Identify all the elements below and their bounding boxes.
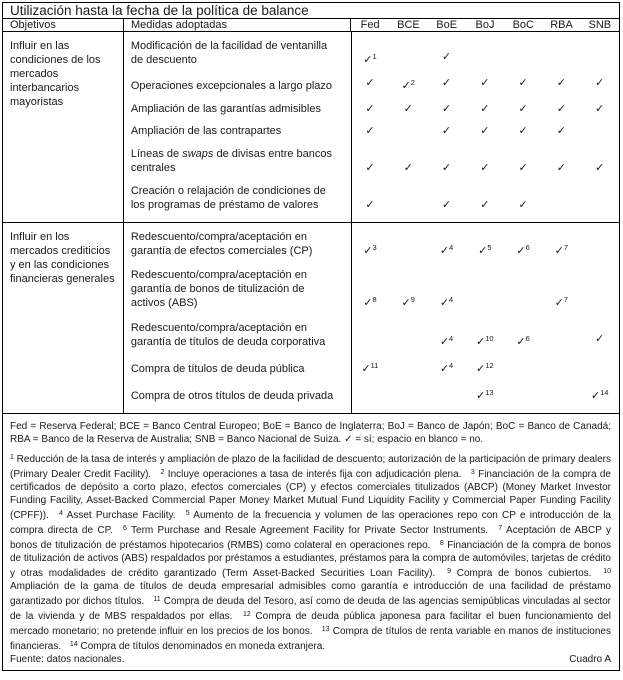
check-cell-rba — [542, 332, 580, 349]
column-header-fed: Fed — [360, 19, 380, 31]
footnote-ref: 10 — [485, 333, 494, 343]
column-header-objetivos: Objetivos — [3, 19, 124, 31]
check-cell-boe — [427, 76, 465, 93]
check-cell-boj — [466, 241, 504, 258]
check-cell-rba — [542, 102, 580, 116]
table-title-row — [3, 3, 619, 19]
check-mark-icon: ✓ — [480, 198, 490, 211]
check-mark-icon: ✓ — [554, 245, 564, 257]
footnote-item: $^{12}$ Compra de deuda pública japonesa para facilitar el buen funcionamiento del mercado monetario; no pretende influir en los precios de los bonos. — [10, 611, 611, 637]
check-mark-icon: ✓ — [441, 102, 452, 115]
footnote-item: $^{13}$ Compra de títulos de renta variable en manos de instituciones financieras. — [10, 626, 611, 652]
check-cell-fed — [351, 241, 389, 258]
footnote-ref: 4 — [449, 243, 454, 252]
check-cell-rba — [542, 161, 580, 175]
table-header-row — [3, 19, 619, 32]
objective-label: Influir en los mercados crediticios y en las condiciones financieras generales — [3, 223, 124, 413]
footnote-ref: 12 — [485, 360, 494, 370]
check-cell-boj — [466, 293, 504, 310]
check-row — [351, 332, 619, 349]
footnote-ref: 1 — [372, 52, 377, 61]
measure-label: Operaciones excepcionales a largo plazo — [130, 79, 333, 92]
check-cell-snb — [581, 198, 619, 212]
check-mark-icon: ✓ — [365, 102, 375, 115]
footnote-ref: 11 — [370, 360, 379, 370]
table-title: Utilización hasta la fecha de la política de balance — [10, 3, 309, 18]
check-cell-fed — [351, 76, 389, 93]
column-header-medidas: Medidas adoptadas — [124, 19, 351, 31]
check-cell-bce — [389, 293, 427, 310]
measures-area — [124, 32, 619, 222]
check-cell-fed — [351, 332, 389, 349]
check-cell-snb — [581, 161, 619, 175]
check-cell-fed — [351, 293, 389, 310]
check-cell-fed — [351, 386, 389, 403]
measure-row — [124, 359, 619, 376]
check-mark-icon: ✓ — [518, 162, 528, 175]
check-mark-icon: ✓ — [554, 297, 564, 310]
check-cell-fed — [351, 161, 389, 175]
check-cell-bce — [389, 161, 427, 175]
measure-row — [124, 321, 619, 349]
measure-label: Modificación de la facilidad de ventanilla de descuento — [130, 40, 328, 66]
check-cell-boc — [504, 359, 542, 376]
check-cell-snb — [581, 124, 619, 138]
check-mark-icon: ✓ — [478, 245, 488, 257]
measure-row — [124, 124, 619, 138]
check-cell-boe — [427, 359, 465, 376]
measure-row — [124, 76, 619, 93]
check-cell-boc — [504, 76, 542, 93]
check-cell-rba — [542, 198, 580, 212]
check-cell-boc — [504, 198, 542, 212]
check-cell-boc — [504, 50, 542, 67]
footnote-item: $^2$ Incluye operaciones a tasa de interés fija con adjudicación plena. — [160, 469, 462, 480]
check-mark-icon: ✓ — [439, 362, 450, 375]
check-mark-icon: ✓ — [518, 198, 528, 211]
footnote-ref: 6 — [525, 333, 530, 343]
check-mark-icon: ✓ — [480, 162, 490, 175]
footnote-number: 5 — [185, 510, 190, 517]
footnote-number: 11 — [153, 596, 161, 603]
measure-label: Líneas de swaps de divisas entre bancos centrales — [130, 148, 333, 175]
check-mark-icon: ✓ — [363, 245, 373, 257]
check-mark-icon: ✓ — [365, 76, 375, 89]
check-cell-boj — [466, 198, 504, 212]
footnote-ref: 2 — [410, 77, 415, 87]
footnote-item: $^1$ Reducción de la tasa de interés y ampliación de plazo de la facilidad de descuento; autorización de la participación de primary dealers (Primary Dealer Credit Facility). — [10, 454, 611, 480]
check-mark-icon: ✓ — [401, 79, 411, 92]
footnote-number: 10 — [603, 568, 612, 575]
check-cell-boe — [427, 124, 465, 138]
check-mark-icon: ✓ — [363, 297, 373, 310]
check-mark-icon: ✓ — [556, 162, 566, 175]
check-cell-fed — [351, 124, 389, 138]
objective-group-1 — [3, 32, 619, 223]
check-cell-boj — [466, 386, 504, 403]
source-row — [10, 653, 611, 666]
column-header-bce: BCE — [397, 19, 420, 31]
source-text: Fuente: datos nacionales. — [10, 654, 125, 665]
check-mark-icon: ✓ — [518, 125, 528, 138]
check-cell-bce — [389, 50, 427, 67]
check-mark-icon: ✓ — [363, 54, 373, 66]
check-cell-boj — [466, 332, 504, 349]
abbreviations-legend: Fed = Reserva Federal; BCE = Banco Central Europeo; BoE = Banco de Inglaterra; BoJ = Banco de Japón; BoC = Banco de Canadá; RBA = Banco de la Reserva de Australia; SNB = Banco Nacional de Suiza. ✓ = sí; espacio en blanco = no. — [10, 421, 611, 445]
column-header-boe: BoE — [436, 19, 458, 31]
check-row — [351, 241, 619, 258]
footnote-ref: 13 — [485, 388, 494, 397]
column-header-boj: BoJ — [475, 19, 495, 31]
check-cell-boc — [504, 241, 542, 258]
measure-label: Compra de otros títulos de deuda privada — [130, 390, 334, 402]
footnote-ref: 5 — [487, 243, 492, 252]
footnote-ref: 3 — [372, 243, 377, 252]
check-mark-icon: ✓ — [365, 162, 375, 175]
check-mark-icon: ✓ — [401, 297, 411, 310]
column-header-boc: BoC — [512, 19, 534, 31]
check-cell-snb — [581, 50, 619, 67]
check-cell-boj — [466, 124, 504, 138]
check-mark-icon: ✓ — [595, 102, 605, 115]
check-cell-rba — [542, 359, 580, 376]
measure-row — [124, 386, 619, 403]
table-label: Cuadro A — [569, 654, 611, 665]
measure-row — [124, 39, 619, 67]
footnote-number: 7 — [498, 525, 503, 532]
check-cell-boe — [427, 161, 465, 175]
check-cell-snb — [581, 102, 619, 116]
check-mark-icon: ✓ — [556, 76, 566, 89]
footnote-number: 14 — [69, 641, 78, 648]
check-mark-icon: ✓ — [518, 76, 528, 89]
footnote-ref: 8 — [372, 295, 377, 305]
check-mark-icon: ✓ — [439, 245, 450, 257]
footnote-item: $^5$ Aumento de la frecuencia y volumen de las operaciones repo con CP e introducción de la compra directa de CP. — [10, 510, 611, 536]
check-mark-icon: ✓ — [480, 125, 490, 138]
measures-area — [124, 223, 619, 413]
objective-group-2 — [3, 223, 619, 414]
footnote-ref: 4 — [449, 295, 454, 305]
check-row — [351, 76, 619, 93]
check-cell-fed — [351, 359, 389, 376]
check-cell-boj — [466, 161, 504, 175]
check-mark-icon: ✓ — [403, 162, 413, 175]
check-cell-bce — [389, 102, 427, 116]
check-mark-icon: ✓ — [595, 76, 605, 89]
check-cell-bce — [389, 198, 427, 212]
footnote-ref: 7 — [563, 243, 569, 252]
check-cell-boe — [427, 332, 465, 349]
check-cell-boj — [466, 50, 504, 67]
table-notes — [3, 414, 619, 671]
check-cell-bce — [389, 332, 427, 349]
footnote-item: $^{14}$ Compra de títulos denominados en moneda extranjera. — [69, 641, 326, 652]
check-cell-rba — [542, 50, 580, 67]
footnote-ref: 9 — [410, 295, 415, 305]
footnote-number: 4 — [59, 510, 64, 517]
measure-label: Redescuento/compra/aceptación en garantía de títulos de deuda corporativa — [130, 321, 326, 348]
check-cell-boj — [466, 102, 504, 116]
footnote-ref: 4 — [449, 333, 454, 343]
check-mark-icon: ✓ — [365, 125, 375, 138]
check-cell-rba — [542, 386, 580, 403]
check-cell-boj — [466, 76, 504, 93]
check-row — [351, 198, 619, 212]
check-mark-icon: ✓ — [439, 335, 450, 348]
check-mark-icon: ✓ — [516, 245, 526, 257]
check-mark-icon: ✓ — [441, 51, 452, 63]
footnote-number: 12 — [243, 611, 251, 618]
footnotes-paragraph — [10, 451, 611, 653]
check-cell-boc — [504, 386, 542, 403]
check-cell-bce — [389, 386, 427, 403]
check-cell-bce — [389, 124, 427, 138]
check-mark-icon: ✓ — [590, 390, 601, 402]
check-mark-icon: ✓ — [441, 162, 452, 175]
footnote-number: 3 — [470, 469, 475, 476]
table-body — [3, 32, 619, 414]
check-cell-snb — [581, 76, 619, 93]
check-mark-icon: ✓ — [556, 125, 566, 138]
footnote-number: 1 — [10, 454, 14, 461]
check-mark-icon: ✓ — [476, 390, 486, 402]
check-cell-boc — [504, 293, 542, 310]
footnote-number: 2 — [160, 469, 165, 476]
footnote-item: $^8$ Financiación de la compra de bonos de titulización de activos (ABS) respaldados por préstamos a estudiantes, préstamos para la compra de automóviles, tarjetas de crédito y otras modalidades de crédito garantizado (Term Asset-Backed Securities Loan Facility). — [10, 540, 612, 579]
check-mark-icon: ✓ — [476, 362, 486, 375]
check-cell-rba — [542, 293, 580, 310]
measure-label-italic: swaps — [182, 148, 214, 161]
check-mark-icon: ✓ — [403, 102, 413, 115]
check-cell-fed — [351, 102, 389, 116]
check-mark-icon: ✓ — [441, 76, 452, 89]
column-header-snb: SNB — [588, 19, 612, 31]
footnote-ref: 7 — [563, 295, 569, 305]
check-mark-icon: ✓ — [556, 102, 566, 115]
check-mark-icon: ✓ — [361, 362, 371, 375]
footnote-item: $^7$ Aceptación de ABCP y bonos de titulización de préstamos hipotecarios (RMBS) como colateral en operaciones repo. — [10, 525, 612, 551]
footnote-item: $^{11}$ Compra de deuda del Tesoro, así como de deuda de las agencias semipúblicas vinculadas al sector de la vivienda y de MBS respaldados por ellas. — [10, 596, 611, 622]
measure-label: Creación o relajación de condiciones de los programas de préstamo de valores — [130, 184, 326, 211]
footnote-item: $^6$ Term Purchase and Resale Agreement Facility for Private Sector Instruments. — [123, 525, 489, 536]
bank-column-headers — [351, 19, 619, 31]
check-row — [351, 359, 619, 376]
check-mark-icon: ✓ — [480, 102, 490, 115]
table-frame — [2, 2, 620, 671]
check-cell-boc — [504, 102, 542, 116]
check-mark-icon: ✓ — [516, 335, 526, 348]
check-mark-icon: ✓ — [595, 162, 605, 175]
check-mark-icon: ✓ — [518, 102, 528, 115]
check-cell-snb — [581, 332, 619, 349]
measure-row — [124, 147, 619, 175]
check-mark-icon: ✓ — [441, 198, 452, 211]
footnote-number: 13 — [321, 626, 330, 633]
check-cell-snb — [581, 359, 619, 376]
check-mark-icon: ✓ — [476, 335, 486, 348]
check-cell-boj — [466, 359, 504, 376]
check-row — [351, 161, 619, 175]
measure-label: Ampliación de las contrapartes — [130, 125, 282, 138]
footnote-ref: 6 — [525, 243, 530, 252]
check-cell-rba — [542, 241, 580, 258]
check-cell-boe — [427, 198, 465, 212]
check-cell-snb — [581, 386, 619, 403]
check-mark-icon: ✓ — [439, 297, 450, 310]
check-row — [351, 124, 619, 138]
check-cell-fed — [351, 50, 389, 67]
footnote-number: 6 — [123, 525, 127, 532]
footnote-ref: 4 — [449, 360, 454, 370]
measure-label: Redescuento/compra/aceptación en garantía de bonos de titulización de activos (ABS) — [130, 269, 307, 310]
check-mark-icon: ✓ — [365, 198, 375, 211]
check-cell-rba — [542, 124, 580, 138]
check-row — [351, 293, 619, 310]
check-cell-boe — [427, 293, 465, 310]
check-cell-boc — [504, 332, 542, 349]
check-cell-boe — [427, 50, 465, 67]
measure-label: Ampliación de las garantías admisibles — [130, 102, 321, 115]
check-cell-boc — [504, 124, 542, 138]
footnote-item: $^9$ Compra de bonos cubiertos. — [447, 568, 592, 579]
footnote-item: $^3$ Financiación de la compra de certificados de depósito a corto plazo, efectos comerciales (CP) y efectos comerciales titulizados (ABCP) (Money Market Investor Funding Facility, Asset-Backed Commercial Paper Money Market Mutual Fund Liquidity Facility y Commercial Paper Funding Facility (CPFF)). — [10, 469, 611, 521]
check-cell-fed — [351, 198, 389, 212]
measure-row — [124, 184, 619, 212]
footnote-number: 8 — [439, 540, 444, 547]
check-row — [351, 50, 619, 67]
check-cell-bce — [389, 241, 427, 258]
check-row — [351, 386, 619, 403]
check-cell-boe — [427, 102, 465, 116]
check-cell-bce — [389, 76, 427, 93]
footnote-ref: 14 — [600, 388, 609, 397]
objective-label: Influir en las condiciones de los mercados interbancarios mayoristas — [3, 32, 124, 222]
footnote-number: 9 — [447, 568, 451, 575]
check-cell-boc — [504, 161, 542, 175]
measure-row — [124, 230, 619, 258]
check-mark-icon: ✓ — [441, 125, 452, 138]
check-cell-bce — [389, 359, 427, 376]
check-cell-boe — [427, 241, 465, 258]
footnote-item: $^4$ Asset Purchase Facility. — [59, 510, 176, 521]
check-cell-boe — [427, 386, 465, 403]
check-mark-icon: ✓ — [595, 332, 605, 345]
column-header-rba: RBA — [550, 19, 573, 31]
check-row — [351, 102, 619, 116]
measure-label: Redescuento/compra/aceptación en garantía de efectos comerciales (CP) — [130, 231, 313, 257]
measure-label: Compra de títulos de deuda pública — [130, 362, 305, 375]
measure-row — [124, 268, 619, 310]
footnote-item: $^{10}$ Ampliación de la gama de títulos de deuda empresarial admisibles como garantía e introducción de una facilidad de préstamo garantizado por dichos títulos. — [10, 568, 612, 607]
measure-row — [124, 102, 619, 116]
check-cell-snb — [581, 241, 619, 258]
check-cell-rba — [542, 76, 580, 93]
check-cell-snb — [581, 293, 619, 310]
check-mark-icon: ✓ — [480, 76, 490, 89]
